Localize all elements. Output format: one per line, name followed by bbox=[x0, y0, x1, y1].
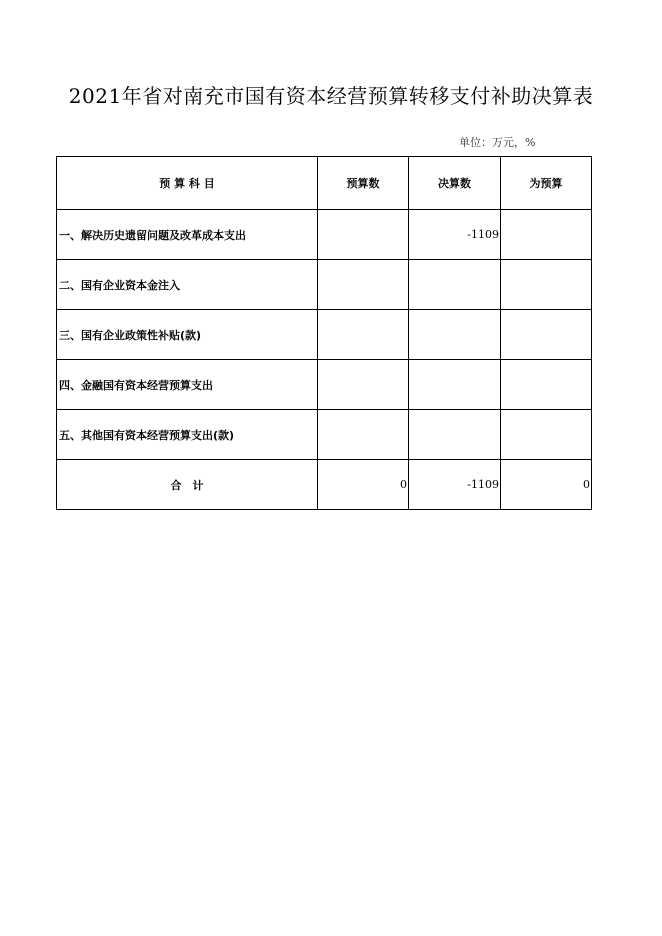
table-header-row bbox=[57, 157, 592, 210]
table-row bbox=[57, 360, 592, 410]
table-row bbox=[57, 410, 592, 460]
row-label: 四、金融国有资本经营预算支出 bbox=[57, 360, 318, 410]
table-row bbox=[57, 310, 592, 360]
row-actual bbox=[409, 410, 501, 460]
total-budget: 0 bbox=[318, 460, 409, 510]
row-ratio bbox=[501, 360, 592, 410]
row-label: 三、国有企业政策性补贴(款) bbox=[57, 310, 318, 360]
total-ratio: 0 bbox=[501, 460, 592, 510]
row-ratio bbox=[501, 410, 592, 460]
budget-table bbox=[56, 156, 592, 510]
row-budget bbox=[318, 210, 409, 260]
header-subject: 预 算 科 目 bbox=[57, 157, 318, 210]
header-actual: 决算数 bbox=[409, 157, 501, 210]
total-row bbox=[57, 460, 592, 510]
row-ratio bbox=[501, 260, 592, 310]
row-label: 一、解决历史遗留问题及改革成本支出 bbox=[57, 210, 318, 260]
row-budget bbox=[318, 310, 409, 360]
row-label: 二、国有企业资本金注入 bbox=[57, 260, 318, 310]
row-label: 五、其他国有资本经营预算支出(款) bbox=[57, 410, 318, 460]
row-budget bbox=[318, 360, 409, 410]
header-budget: 预算数 bbox=[318, 157, 409, 210]
table-row bbox=[57, 210, 592, 260]
total-actual: -1109 bbox=[409, 460, 501, 510]
row-budget bbox=[318, 260, 409, 310]
row-actual: -1109 bbox=[409, 210, 501, 260]
header-ratio: 为预算 bbox=[501, 157, 592, 210]
row-actual bbox=[409, 310, 501, 360]
total-label: 合 计 bbox=[57, 460, 318, 510]
row-ratio bbox=[501, 210, 592, 260]
row-actual bbox=[409, 260, 501, 310]
row-actual bbox=[409, 360, 501, 410]
table-row bbox=[57, 260, 592, 310]
unit-label: 单位：万元，% bbox=[459, 136, 536, 149]
row-ratio bbox=[501, 310, 592, 360]
row-budget bbox=[318, 410, 409, 460]
page-title: 2021年省对南充市国有资本经营预算转移支付补助决算表 bbox=[68, 84, 594, 108]
